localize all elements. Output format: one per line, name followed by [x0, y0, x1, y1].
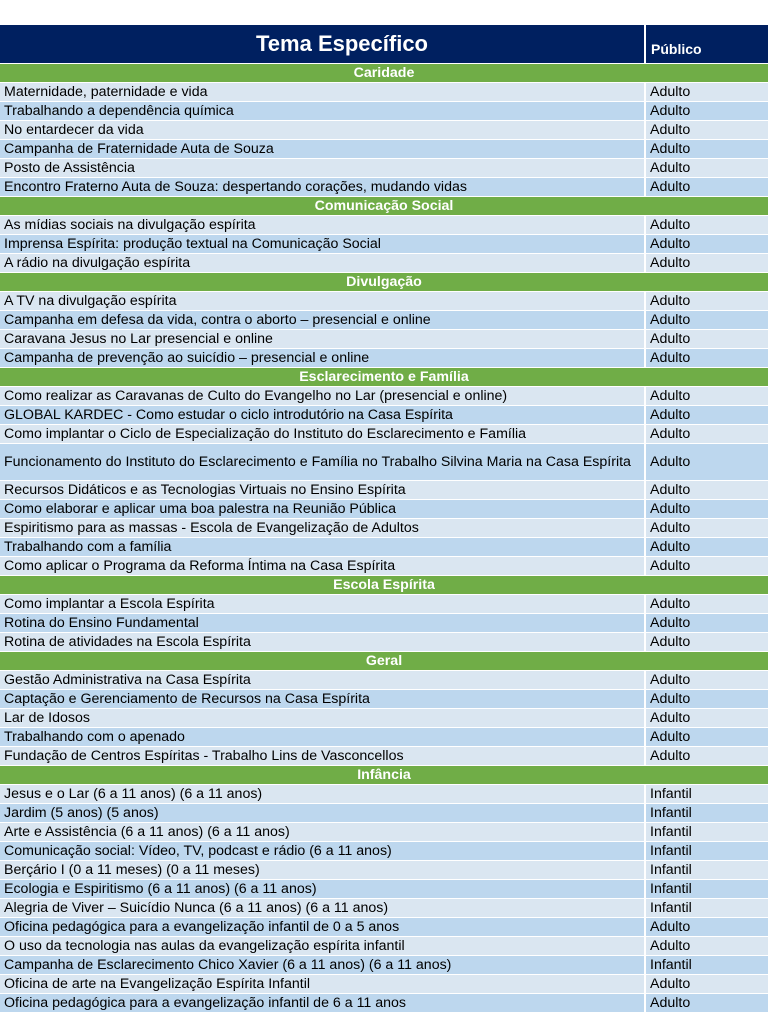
tema-cell: Como implantar o Ciclo de Especialização do Instituto do Esclarecimento e Família	[0, 425, 645, 444]
table-row	[0, 709, 768, 728]
publico-cell: Adulto	[645, 330, 768, 349]
publico-cell: Adulto	[645, 671, 768, 690]
table-row	[0, 633, 768, 652]
publico-cell: Adulto	[645, 500, 768, 519]
tema-cell: Rotina de atividades na Escola Espírita	[0, 633, 645, 652]
table-row	[0, 595, 768, 614]
section-title: Escola Espírita	[0, 576, 768, 595]
section-title: Divulgação	[0, 273, 768, 292]
publico-cell: Adulto	[645, 937, 768, 956]
publico-cell: Adulto	[645, 406, 768, 425]
table-row	[0, 728, 768, 747]
publico-cell: Adulto	[645, 83, 768, 102]
publico-cell: Adulto	[645, 235, 768, 254]
table-row	[0, 614, 768, 633]
tema-cell: Alegria de Viver – Suicídio Nunca (6 a 11 anos) (6 a 11 anos)	[0, 899, 645, 918]
table-row	[0, 178, 768, 197]
table-row	[0, 918, 768, 937]
publico-cell: Adulto	[645, 595, 768, 614]
publico-cell: Adulto	[645, 178, 768, 197]
publico-cell: Infantil	[645, 785, 768, 804]
tema-cell: Funcionamento do Instituto do Esclarecimento e Família no Trabalho Silvina Maria na Casa Espírita	[0, 444, 645, 481]
table-title: Tema Específico	[0, 25, 645, 64]
table-row	[0, 311, 768, 330]
publico-column-header: Público	[645, 25, 768, 64]
publico-cell: Adulto	[645, 387, 768, 406]
table-row	[0, 861, 768, 880]
tema-cell: Campanha de Fraternidade Auta de Souza	[0, 140, 645, 159]
publico-cell: Adulto	[645, 728, 768, 747]
section-header-row	[0, 197, 768, 216]
publico-cell: Adulto	[645, 709, 768, 728]
table-row	[0, 292, 768, 311]
publico-cell: Adulto	[645, 994, 768, 1013]
table-row	[0, 102, 768, 121]
table-row	[0, 690, 768, 709]
publico-cell: Adulto	[645, 918, 768, 937]
tema-cell: Comunicação social: Vídeo, TV, podcast e rádio (6 a 11 anos)	[0, 842, 645, 861]
tema-cell: Trabalhando a dependência química	[0, 102, 645, 121]
tema-cell: Rotina do Ensino Fundamental	[0, 614, 645, 633]
publico-cell: Adulto	[645, 102, 768, 121]
table-row	[0, 804, 768, 823]
table-row	[0, 842, 768, 861]
publico-cell: Adulto	[645, 311, 768, 330]
tema-cell: Posto de Assistência	[0, 159, 645, 178]
table-row	[0, 880, 768, 899]
publico-cell: Adulto	[645, 159, 768, 178]
tema-cell: Encontro Fraterno Auta de Souza: despertando corações, mudando vidas	[0, 178, 645, 197]
tema-cell: Oficina de arte na Evangelização Espírita Infantil	[0, 975, 645, 994]
tema-cell: Ecologia e Espiritismo (6 a 11 anos) (6 a 11 anos)	[0, 880, 645, 899]
tema-cell: Fundação de Centros Espíritas - Trabalho Lins de Vasconcellos	[0, 747, 645, 766]
publico-cell: Infantil	[645, 956, 768, 975]
table-row	[0, 899, 768, 918]
publico-cell: Adulto	[645, 349, 768, 368]
tema-cell: Como realizar as Caravanas de Culto do Evangelho no Lar (presencial e online)	[0, 387, 645, 406]
table-row	[0, 671, 768, 690]
tema-cell: Campanha de Esclarecimento Chico Xavier (6 a 11 anos) (6 a 11 anos)	[0, 956, 645, 975]
table-row	[0, 975, 768, 994]
table-row	[0, 121, 768, 140]
publico-cell: Adulto	[645, 121, 768, 140]
table-row	[0, 159, 768, 178]
table-body	[0, 64, 768, 1013]
tema-cell: Oficina pedagógica para a evangelização infantil de 0 a 5 anos	[0, 918, 645, 937]
table-row	[0, 557, 768, 576]
publico-cell: Infantil	[645, 899, 768, 918]
themes-table	[0, 25, 768, 1013]
publico-cell: Adulto	[645, 690, 768, 709]
publico-cell: Adulto	[645, 975, 768, 994]
publico-cell: Infantil	[645, 804, 768, 823]
publico-cell: Infantil	[645, 842, 768, 861]
publico-cell: Adulto	[645, 444, 768, 481]
table-row	[0, 538, 768, 557]
section-header-row	[0, 64, 768, 83]
publico-cell: Adulto	[645, 216, 768, 235]
table-row	[0, 406, 768, 425]
publico-cell: Infantil	[645, 823, 768, 842]
publico-cell: Adulto	[645, 519, 768, 538]
section-title: Infância	[0, 766, 768, 785]
table-row	[0, 254, 768, 273]
tema-cell: Arte e Assistência (6 a 11 anos) (6 a 11 anos)	[0, 823, 645, 842]
tema-cell: O uso da tecnologia nas aulas da evangelização espírita infantil	[0, 937, 645, 956]
section-header-row	[0, 766, 768, 785]
section-header-row	[0, 652, 768, 671]
tema-cell: Maternidade, paternidade e vida	[0, 83, 645, 102]
tema-cell: Campanha em defesa da vida, contra o aborto – presencial e online	[0, 311, 645, 330]
tema-cell: Lar de Idosos	[0, 709, 645, 728]
section-title: Esclarecimento e Família	[0, 368, 768, 387]
table-row	[0, 140, 768, 159]
publico-cell: Adulto	[645, 425, 768, 444]
tema-cell: Caravana Jesus no Lar presencial e online	[0, 330, 645, 349]
section-title: Comunicação Social	[0, 197, 768, 216]
table-row	[0, 349, 768, 368]
section-header-row	[0, 368, 768, 387]
table-row	[0, 785, 768, 804]
tema-cell: Berçário I (0 a 11 meses) (0 a 11 meses)	[0, 861, 645, 880]
table-row	[0, 956, 768, 975]
publico-cell: Infantil	[645, 861, 768, 880]
table-row	[0, 387, 768, 406]
tema-cell: A TV na divulgação espírita	[0, 292, 645, 311]
tema-cell: A rádio na divulgação espírita	[0, 254, 645, 273]
table-row	[0, 823, 768, 842]
table-row	[0, 994, 768, 1013]
tema-cell: Oficina pedagógica para a evangelização infantil de 6 a 11 anos	[0, 994, 645, 1013]
tema-cell: Espiritismo para as massas - Escola de Evangelização de Adultos	[0, 519, 645, 538]
table-header-row	[0, 25, 768, 64]
themes-sheet	[0, 25, 768, 1013]
publico-cell: Adulto	[645, 538, 768, 557]
tema-cell: GLOBAL KARDEC - Como estudar o ciclo introdutório na Casa Espírita	[0, 406, 645, 425]
publico-cell: Adulto	[645, 481, 768, 500]
table-row	[0, 937, 768, 956]
section-header-row	[0, 576, 768, 595]
table-row	[0, 83, 768, 102]
section-header-row	[0, 273, 768, 292]
publico-cell: Adulto	[645, 747, 768, 766]
tema-cell: Captação e Gerenciamento de Recursos na Casa Espírita	[0, 690, 645, 709]
section-title: Geral	[0, 652, 768, 671]
tema-cell: Jesus e o Lar (6 a 11 anos) (6 a 11 anos)	[0, 785, 645, 804]
publico-cell: Adulto	[645, 292, 768, 311]
publico-cell: Adulto	[645, 140, 768, 159]
tema-cell: Gestão Administrativa na Casa Espírita	[0, 671, 645, 690]
table-row	[0, 330, 768, 349]
tema-cell: No entardecer da vida	[0, 121, 645, 140]
table-row	[0, 481, 768, 500]
tema-cell: Como implantar a Escola Espírita	[0, 595, 645, 614]
tema-cell: Como aplicar o Programa da Reforma Íntima na Casa Espírita	[0, 557, 645, 576]
table-row	[0, 747, 768, 766]
table-row	[0, 425, 768, 444]
publico-cell: Adulto	[645, 633, 768, 652]
tema-cell: As mídias sociais na divulgação espírita	[0, 216, 645, 235]
table-row	[0, 216, 768, 235]
tema-cell: Recursos Didáticos e as Tecnologias Virtuais no Ensino Espírita	[0, 481, 645, 500]
tema-cell: Trabalhando com o apenado	[0, 728, 645, 747]
table-row	[0, 500, 768, 519]
publico-cell: Adulto	[645, 254, 768, 273]
publico-cell: Adulto	[645, 557, 768, 576]
tema-cell: Trabalhando com a família	[0, 538, 645, 557]
tema-cell: Campanha de prevenção ao suicídio – presencial e online	[0, 349, 645, 368]
tema-cell: Imprensa Espírita: produção textual na Comunicação Social	[0, 235, 645, 254]
publico-cell: Adulto	[645, 614, 768, 633]
table-row	[0, 444, 768, 481]
table-row	[0, 235, 768, 254]
publico-cell: Infantil	[645, 880, 768, 899]
table-row	[0, 519, 768, 538]
tema-cell: Como elaborar e aplicar uma boa palestra na Reunião Pública	[0, 500, 645, 519]
section-title: Caridade	[0, 64, 768, 83]
tema-cell: Jardim (5 anos) (5 anos)	[0, 804, 645, 823]
